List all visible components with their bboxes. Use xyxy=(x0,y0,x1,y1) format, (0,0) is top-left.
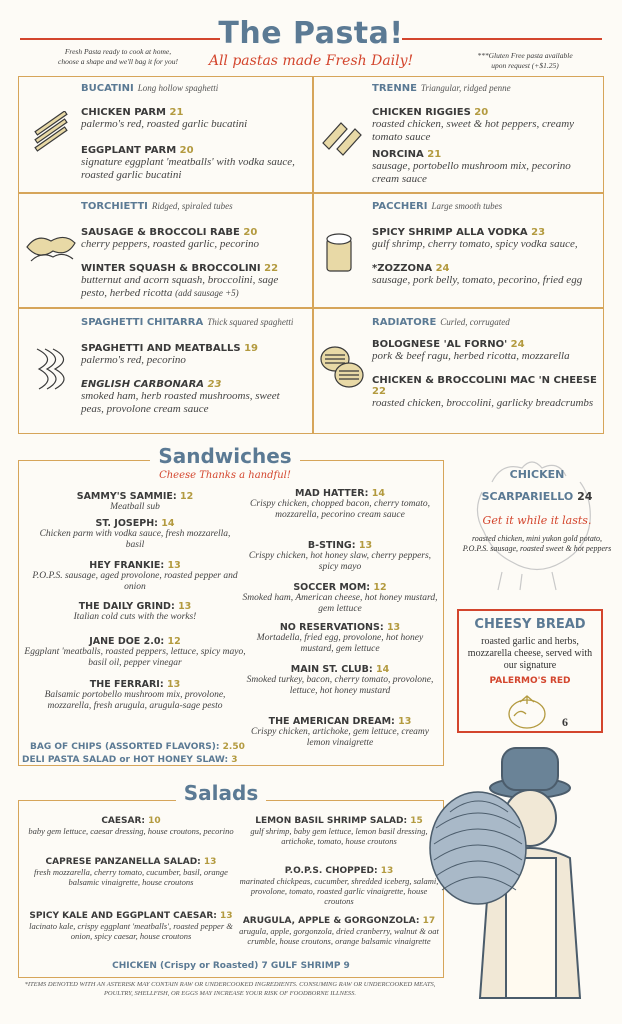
pasta-shape-trenne: TRENNE Triangular, ridged penne xyxy=(372,83,511,94)
pasta-shape-radiatore: RADIATORE Curled, corrugated xyxy=(372,317,510,328)
note-line: Fresh Pasta ready to cook at home, xyxy=(64,47,172,56)
cheesy-bread-title: CHEESY BREAD xyxy=(474,617,586,632)
tomato-icon xyxy=(504,692,550,730)
torchietti-icon xyxy=(23,227,79,271)
bucatini-icon xyxy=(29,111,73,155)
cheesy-bread-desc: roasted garlic and herbs, mozzarella cheese, served with our signature xyxy=(467,636,593,671)
dish: CHICKEN PARM 21 palermo's red, roasted garlic bucatini xyxy=(81,107,248,130)
dish: ENGLISH CARBONARA 23 smoked ham, herb roasted mushrooms, sweet peas, provolone cream sauce xyxy=(81,379,280,415)
dish: SPICY SHRIMP ALLA VODKA 23 gulf shrimp, cherry tomato, spicy vodka sauce, xyxy=(372,227,578,250)
dish: SAUSAGE & BROCCOLI RABE 20 cherry peppers, roasted garlic, pecorino xyxy=(81,227,260,250)
sandwiches-title: Sandwiches xyxy=(150,444,300,468)
sandwich-item: MAIN ST. CLUB: 14 Smoked turkey, bacon, cherry tomato, provolone, lettuce, hot honey mustard xyxy=(246,664,434,696)
dish: BOLOGNESE 'AL FORNO' 24 pork & beef ragu, herbed ricotta, mozzarella xyxy=(372,339,570,362)
tagline: All pastas made Fresh Daily! xyxy=(208,53,414,69)
salad-addons: CHICKEN (Crispy or Roasted) 7 GULF SHRIMP 9 xyxy=(112,961,350,971)
sandwich-item: NO RESERVATIONS: 13 Mortadella, fried egg, provolone, hot honey mustard, gem lettuce xyxy=(256,622,424,654)
pasta-shape-chitarra: SPAGHETTI CHITARRA Thick squared spaghetti xyxy=(81,317,294,328)
dish: EGGPLANT PARM 20 signature eggplant 'meatballs' with vodka sauce, roasted garlic bucatini xyxy=(81,145,295,181)
allergen-disclaimer: *ITEMS DENOTED WITH AN ASTERISK MAY CONTAIN RAW OR UNDERCOOKED INGREDIENTS. CONSUMING RAW OR UNDERCOOKED MEATS, POULTRY, SHELLFISH, OR EGGS MAY INCREASE YOUR RISK OF FOODBORNE ILLNESS. xyxy=(24,981,436,997)
note-line: upon request (+$1.25) xyxy=(491,61,559,70)
sandwich-item: B-STING: 13 Crispy chicken, hot honey slaw, cherry peppers, spicy mayo xyxy=(248,540,432,572)
salad-item: P.O.P.S. CHOPPED: 13 marinated chickpeas, cucumber, shredded iceberg, salami, provolone, tomato, roasted garlic vinaigrette, house croutons xyxy=(239,866,439,906)
side-item: BAG OF CHIPS (ASSORTED FLAVORS): 2.50 xyxy=(30,742,245,752)
sandwich-item: THE FERRARI: 13 Balsamic portobello mushroom mix, provolone, mozzarella, fresh arugula, arugula-sage pesto xyxy=(44,679,226,711)
salads-title: Salads xyxy=(176,781,266,805)
dish: CHICKEN & BROCCOLINI MAC 'N CHEESE 22 roasted chicken, broccolini, garlicky breadcrumbs xyxy=(372,375,597,409)
salad-item: CAPRESE PANZANELLA SALAD: 13 fresh mozzarella, cherry tomato, cucumber, basil, orange balsamic vinaigrette, house croutons xyxy=(34,857,228,887)
special-desc: roasted chicken, mini yukon gold potato, P.O.P.S. sausage, roasted sweet & hot peppers xyxy=(462,534,612,553)
palermos-red-label: PALERMO'S RED xyxy=(489,676,571,686)
pasta-grid xyxy=(18,76,604,434)
cheesy-bread-price: 6 xyxy=(562,715,568,729)
paccheri-icon xyxy=(319,227,363,277)
sandwich-item: HEY FRANKIE: 13 P.O.P.S. sausage, aged provolone, roasted pepper and onion xyxy=(32,560,238,592)
special-tagline: Get it while it lasts. xyxy=(482,514,592,527)
special-title-2: SCARPARIELLO 24 xyxy=(481,490,593,503)
sandwich-item: SAMMY'S SAMMIE: 12 Meatball sub xyxy=(76,491,194,512)
header-right-note xyxy=(450,51,600,71)
pasta-shape-bucatini: BUCATINI Long hollow spaghetti xyxy=(81,83,219,94)
trenne-icon xyxy=(319,113,365,159)
radiatore-icon xyxy=(317,339,369,393)
dish: CHICKEN RIGGIES 20 roasted chicken, sweet & hot peppers, creamy tomato sauce xyxy=(372,107,575,143)
note-line: ***Gluten Free pasta available xyxy=(477,51,573,60)
sandwich-item: SOCCER MOM: 12 Smoked ham, American cheese, hot honey mustard, gem lettuce xyxy=(242,582,438,614)
salad-item: LEMON BASIL SHRIMP SALAD: 15 gulf shrimp, baby gem lettuce, lemon basil dressing, artichoke, tomato, house croutons xyxy=(250,816,428,846)
grid-divider xyxy=(19,192,603,194)
sandwich-item: JANE DOE 2.0: 12 Eggplant 'meatballs, roasted peppers, lettuce, spicy mayo, basil oil, pepper vinegar xyxy=(24,636,246,668)
sandwich-item: MAD HATTER: 14 Crispy chicken, chopped bacon, cherry tomato, mozzarella, pecorino cream sauce xyxy=(250,488,430,520)
sandwich-item: THE DAILY GRIND: 13 Italian cold cuts with the works! xyxy=(73,601,197,622)
salad-item: SPICY KALE AND EGGPLANT CAESAR: 13 lacinato kale, crispy eggplant 'meatballs', roasted pepper & onion, spicy caesar, house croutons xyxy=(29,911,233,941)
chitarra-icon xyxy=(27,343,75,395)
sandwich-item: ST. JOSEPH: 14 Chicken parm with vodka sauce, fresh mozzarella, basil xyxy=(39,518,231,550)
grid-divider xyxy=(19,307,603,309)
chef-illustration xyxy=(420,728,620,1022)
page-title: The Pasta! xyxy=(218,16,404,51)
salad-item: CAESAR: 10 baby gem lettuce, caesar dressing, house croutons, pecorino xyxy=(28,816,234,836)
side-item: DELI PASTA SALAD or HOT HONEY SLAW: 3 xyxy=(22,755,238,765)
dish: SPAGHETTI AND MEATBALLS 19 palermo's red, pecorino xyxy=(81,343,259,366)
dish: *ZOZZONA 24 sausage, pork belly, tomato, pecorino, fried egg xyxy=(372,263,583,286)
grid-divider xyxy=(312,77,314,433)
note-line: choose a shape and we'll bag it for you! xyxy=(58,57,178,66)
header-left-note xyxy=(28,47,208,67)
pasta-shape-paccheri: PACCHERI Large smooth tubes xyxy=(372,201,503,212)
dish: NORCINA 21 sausage, portobello mushroom mix, pecorino cream sauce xyxy=(372,149,571,185)
pasta-shape-torchietti: TORCHIETTI Ridged, spiraled tubes xyxy=(81,201,233,212)
dish: WINTER SQUASH & BROCCOLINI 22 butternut and acorn squash, broccolini, sage pesto, herbed ricotta (add sausage +5) xyxy=(81,263,279,299)
salad-item: ARUGULA, APPLE & GORGONZOLA: 17 arugula, apple, gorgonzola, dried cranberry, walnut & oat crumble, house croutons, orange balsamic vinaigrette xyxy=(239,916,439,946)
sandwich-item: THE AMERICAN DREAM: 13 Crispy chicken, artichoke, gem lettuce, creamy lemon vinaigrette xyxy=(251,716,429,748)
special-title: CHICKEN xyxy=(509,468,565,481)
sandwiches-subtitle: Cheese Thanks a handful! xyxy=(159,470,291,481)
